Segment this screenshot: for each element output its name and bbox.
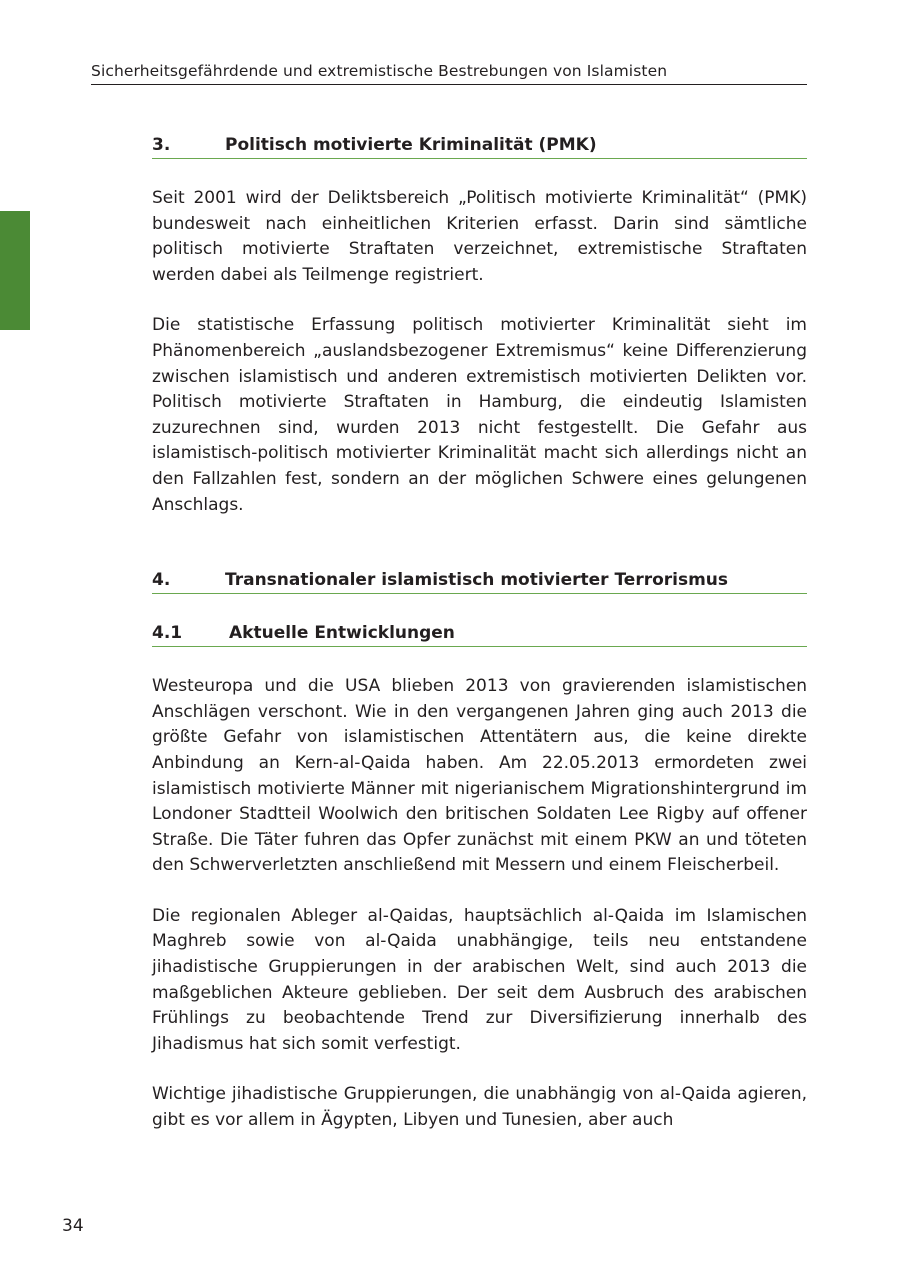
section-4-heading — [152, 568, 807, 594]
page-number: 34 — [62, 1216, 84, 1236]
section-3-number: 3. — [152, 135, 171, 155]
section-4-number: 4. — [152, 570, 171, 591]
section-3-paragraph-1: Seit 2001 wird der Deliktsbereich „Politisch motivierte Kriminalität“ (PMK) bundesweit nach einheitlichen Kriterien erfasst. Darin sind sämtliche politisch motivierte Straftaten verzeichnet, extremistische Straftaten werden dabei als Teilmenge registriert. — [152, 188, 807, 285]
page-content — [152, 133, 807, 1134]
section-4-1-number: 4.1 — [152, 623, 183, 644]
section-4-1-paragraph-2: Die regionalen Ableger al-Qaidas, hauptsächlich al-Qaida im Islamischen Maghreb sowie von al-Qaida unabhängige, teils neu entstandene jihadistische Gruppierungen in der arabischen Welt, sind auch 2013 die maßgeblichen Akteure geblieben. Der seit dem Ausbruch des arabischen Frühlings zu beobachtende Trend zur Diversifizierung innerhalb des Jihadismus hat sich somit verfestigt. — [152, 905, 807, 1054]
section-4-1-heading — [152, 621, 807, 647]
section-4-1-title: Aktuelle Entwicklungen — [229, 623, 455, 644]
section-4-1-paragraph-3: Wichtige jihadistische Gruppierungen, die unabhängig von al-Qaida agieren, gibt es vor allem in Ägypten, Libyen und Tunesien, aber auch — [152, 1084, 807, 1131]
section-3-heading — [152, 133, 807, 159]
section-3-title: Politisch motivierte Kriminalität (PMK) — [225, 135, 597, 155]
running-header: Sicherheitsgefährdende und extremistische Bestrebungen von Islamisten — [91, 60, 807, 85]
section-4-title: Transnationaler islamistisch motivierter Terrorismus — [225, 570, 729, 591]
section-3-paragraph-2: Die statistische Erfassung politisch motivierter Kriminalität sieht im Phänomenbereich „auslandsbezogener Extremismus“ keine Differenzierung zwischen islamistisch und anderen extremistisch motivierten Delikten vor. Politisch motivierte Straftaten in Hamburg, die eindeutig Islamisten zuzurechnen sind, wurden 2013 nicht festgestellt. Die Gefahr aus islamistisch-politisch motivierter Kriminalität macht sich allerdings nicht an den Fallzahlen fest, sondern an der möglichen Schwere eines gelungenen Anschlags. — [152, 315, 807, 515]
chapter-tab-marker — [0, 211, 30, 330]
section-4-1-paragraph-1: Westeuropa und die USA blieben 2013 von gravierenden islamistischen Anschlägen verschont. Wie in den vergangenen Jahren ging auch 2013 die größte Gefahr von islamistischen Attentätern aus, die keine direkte Anbindung an Kern-al-Qaida haben. Am 22.05.2013 ermordeten zwei islamistisch motivierte Männer mit nigerianischem Migrationshintergrund im Londoner Stadtteil Woolwich den britischen Soldaten Lee Rigby auf offener Straße. Die Täter fuhren das Opfer zunächst mit einem PKW an und töteten den Schwerverletzten anschließend mit Messern und einem Fleischerbeil. — [152, 676, 807, 876]
